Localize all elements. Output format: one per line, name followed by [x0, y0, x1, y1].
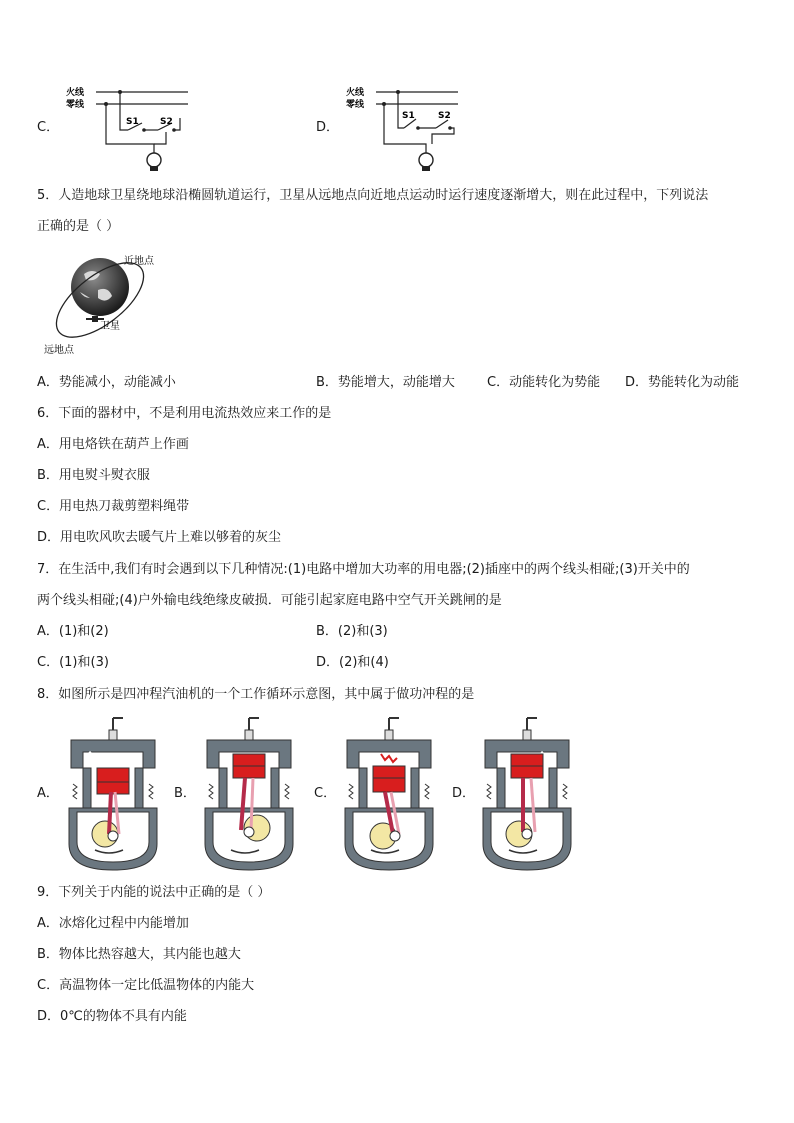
q4-d-live-label: 火线: [346, 88, 365, 98]
q4-circuit-diagram-c: [60, 82, 200, 174]
q7-option-c: C．(1)和(3): [37, 655, 109, 670]
q6-option-a: A．用电烙铁在葫芦上作画: [37, 437, 189, 452]
q5-satellite-orbit-figure: [40, 250, 170, 358]
q4-d-s2-label: S2: [438, 111, 451, 121]
q5-perigee-label: 近地点: [124, 256, 154, 267]
q8-stem: 8．如图所示是四冲程汽油机的一个工作循环示意图，其中属于做功冲程的是: [37, 687, 475, 702]
q4-d-neutral-label: 零线: [346, 100, 365, 110]
q6-option-b: B．用电熨斗熨衣服: [37, 468, 150, 483]
q4-d-switch-s2: [436, 120, 448, 128]
q5-stem-line2: 正确的是（ ）: [37, 219, 120, 234]
q5-apogee-label: 远地点: [44, 345, 74, 356]
q8-c-spark-icon: [381, 754, 397, 762]
q4-c-neutral-label: 零线: [66, 100, 85, 110]
q9-option-c: C．高温物体一定比低温物体的内能大: [37, 978, 255, 993]
q4-option-d-label: D．: [316, 120, 340, 135]
q9-option-d: D．0℃的物体不具有内能: [37, 1009, 187, 1024]
q8-a-piston: [97, 768, 129, 782]
q8-engine-d: [479, 716, 575, 872]
q4-circuit-diagram-d: [340, 82, 480, 174]
q8-d-piston: [511, 754, 543, 766]
q4-c-lamp-icon: [147, 153, 161, 167]
q5-stem-line1: 5．人造地球卫星绕地球沿椭圆轨道运行，卫星从远地点向近地点运动时运行速度逐渐增大，则在此过程中，下列说法: [37, 188, 709, 203]
q4-d-s1-label: S1: [402, 111, 415, 121]
q5-option-c: C．动能转化为势能: [487, 375, 601, 390]
q9-stem: 9．下列关于内能的说法中正确的是（ ）: [37, 885, 271, 900]
q7-stem-line1: 7．在生活中,我们有时会遇到以下几种情况:(1)电路中增加大功率的用电器;(2)插座中的两个线头相碰;(3)开关中的: [37, 562, 690, 577]
q7-option-d: D．(2)和(4): [316, 655, 389, 670]
q5-option-d: D．势能转化为动能: [625, 375, 740, 390]
q8-option-a-label: A．: [37, 786, 59, 801]
q8-engine-b: [201, 716, 297, 872]
q8-engine-c: [341, 716, 437, 872]
q4-c-s1-label: S1: [126, 117, 139, 127]
q8-option-c-label: C．: [314, 786, 337, 801]
q4-d-lamp-icon: [419, 153, 433, 167]
q5-option-a: A．势能减小，动能减小: [37, 375, 176, 390]
earth-icon: [71, 258, 129, 316]
q8-option-b-label: B．: [174, 786, 196, 801]
q6-option-d: D．用电吹风吹去暖气片上难以够着的灰尘: [37, 530, 282, 545]
q4-c-s2-label: S2: [160, 117, 173, 127]
q5-option-b: B．势能增大，动能增大: [316, 375, 455, 390]
q4-option-c-label: C．: [37, 120, 60, 135]
q7-option-b: B．(2)和(3): [316, 624, 388, 639]
q4-c-live-label: 火线: [66, 88, 85, 98]
q8-b-piston: [233, 754, 265, 766]
q5-satellite-label: 卫星: [100, 321, 120, 332]
q9-option-b: B．物体比热容越大，其内能也越大: [37, 947, 241, 962]
q6-option-c: C．用电热刀裁剪塑料绳带: [37, 499, 190, 514]
q9-option-a: A．冰熔化过程中内能增加: [37, 916, 189, 931]
q7-stem-line2: 两个线头相碰;(4)户外输电线绝缘皮破损．可能引起家庭电路中空气开关跳闸的是: [37, 593, 502, 608]
q7-option-a: A．(1)和(2): [37, 624, 109, 639]
q8-option-d-label: D．: [452, 786, 476, 801]
q8-engine-a: [65, 716, 161, 872]
q8-c-piston: [373, 766, 405, 778]
q6-stem: 6．下面的器材中，不是利用电流热效应来工作的是: [37, 406, 332, 421]
